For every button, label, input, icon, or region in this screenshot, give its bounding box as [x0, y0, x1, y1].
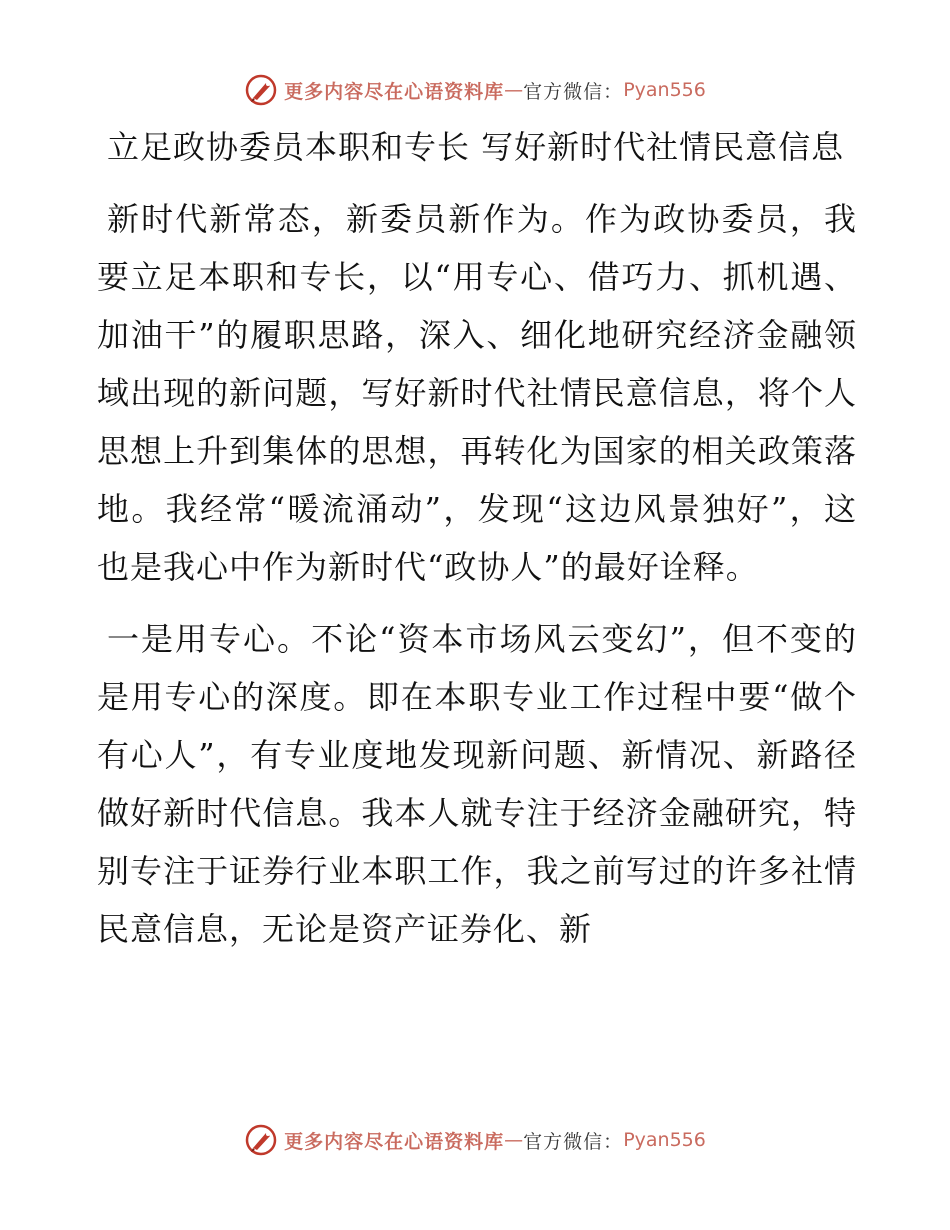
banner-wechat-id: Pyan556: [623, 79, 706, 101]
pen-logo-icon: [244, 73, 278, 107]
banner-dash: —: [504, 1129, 524, 1151]
document-title: 立足政协委员本职和专长 写好新时代社情民意信息: [107, 128, 845, 166]
paragraph-1: 新时代新常态，新委员新作为。作为政协委员，我要立足本职和专长，以“用专心、借巧力、抓机遇、加油干”的履职思路，深入、细化地研究经济金融领域出现的新问题，写好新时代社情民意信息，将个人思想上升到集体的思想，再转化为国家的相关政策落地。我经常“暖流涌动”，发现“这边风景独好”，这也是我心中作为新时代“政协人”的最好诠释。: [97, 200, 857, 586]
banner-main-text: 更多内容尽在心语资料库: [284, 80, 505, 103]
banner-dash: —: [504, 79, 524, 101]
banner-main-text: 更多内容尽在心语资料库: [284, 1130, 505, 1153]
banner-wechat-label: 官方微信：: [523, 1130, 624, 1153]
paragraph-2: 一是用专心。不论“资本市场风云变幻”，但不变的是用专心的深度。即在本职专业工作过程中要“做个有心人”，有专业度地发现新问题、新情况、新路径做好新时代信息。我本人就专注于经济金融研究，特别专注于证券行业本职工作，我之前写过的许多社情民意信息，无论是资产证券化、新: [97, 620, 857, 948]
header-watermark-banner: [0, 70, 950, 110]
footer-watermark-banner: [0, 1120, 950, 1160]
banner-wechat-id: Pyan556: [623, 1129, 706, 1151]
banner-wechat-label: 官方微信：: [523, 80, 624, 103]
pen-logo-icon: [244, 1123, 278, 1157]
document-body: [97, 118, 857, 958]
